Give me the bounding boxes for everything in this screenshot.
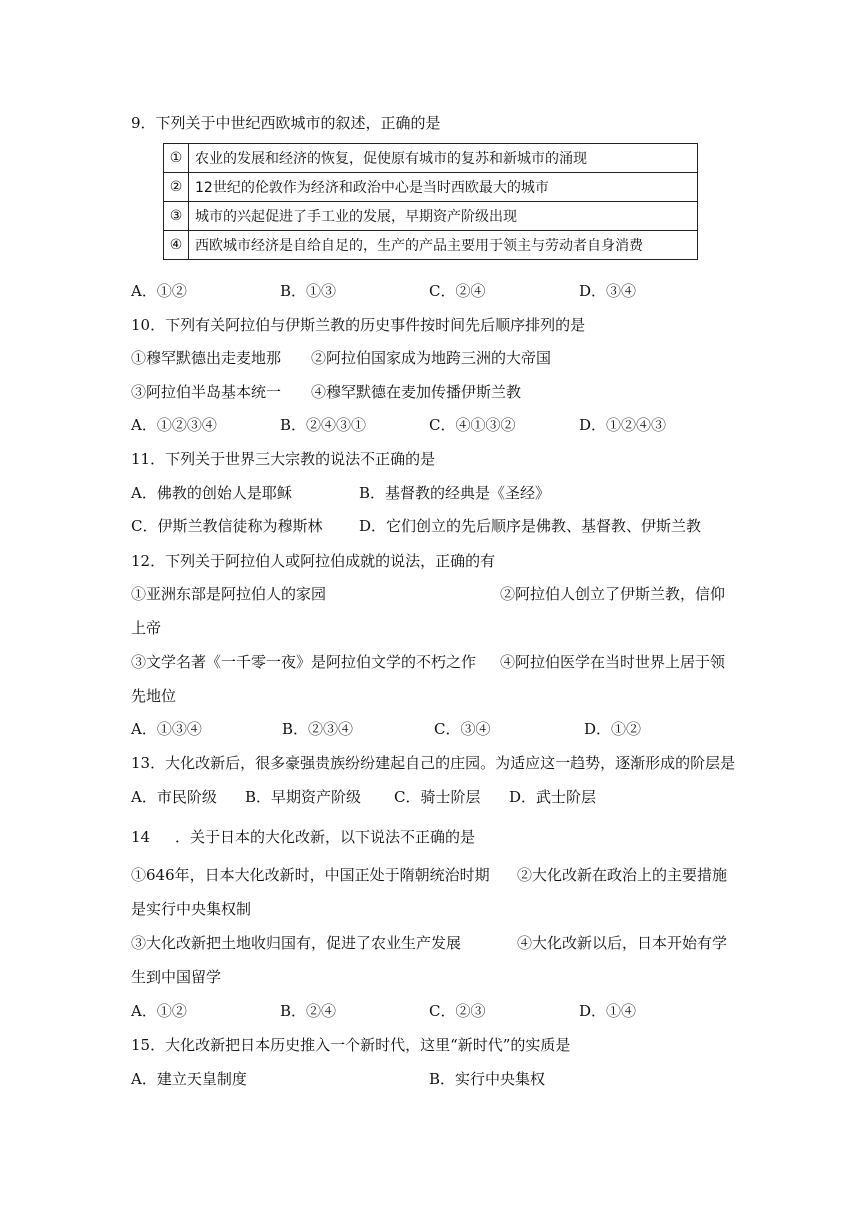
q14-statement-4-cont: 生到中国留学 — [131, 968, 222, 986]
table-row — [164, 173, 698, 202]
option-b: B．早期资产阶级 — [245, 788, 362, 806]
q12-statement-2: ②阿拉伯人创立了伊斯兰教，信仰 — [500, 585, 726, 603]
option-a: A．①③④ — [131, 720, 202, 738]
q9-statement-number: ④ — [164, 231, 189, 260]
option-b: B．②④ — [280, 1002, 337, 1020]
q14-stem: ．关于日本的大化改新，以下说法不正确的是 — [175, 828, 476, 846]
option-a: A．建立天皇制度 — [131, 1070, 247, 1088]
table-row — [164, 202, 698, 231]
q12-statement-1: ①亚洲东部是阿拉伯人的家园 — [131, 585, 327, 603]
table-row — [164, 231, 698, 260]
q14-statement-4: ④大化改新以后，日本开始有学 — [517, 934, 728, 952]
option-a: A．①② — [131, 1002, 187, 1020]
q11-options-row-1 — [131, 483, 731, 503]
option-c: C．③④ — [434, 720, 491, 738]
q9-statement-number: ① — [164, 144, 189, 173]
q14-statements-row-2 — [131, 933, 731, 953]
q10-events-line-2: ③阿拉伯半岛基本统一 ④穆罕默德在麦加传播伊斯兰教 — [131, 383, 522, 401]
q10-options — [131, 415, 731, 435]
q12-options — [131, 719, 731, 739]
option-c: C．伊斯兰教信徒称为穆斯林 — [131, 517, 323, 535]
q9-stem: 9．下列关于中世纪西欧城市的叙述，正确的是 — [131, 114, 441, 132]
q15-stem: 15．大化改新把日本历史推入一个新时代，这里“新时代”的实质是 — [131, 1036, 571, 1054]
option-a: A．①②③④ — [131, 416, 217, 434]
option-a: A．①② — [131, 282, 187, 300]
q10-events-line-1: ①穆罕默德出走麦地那 ②阿拉伯国家成为地跨三洲的大帝国 — [131, 349, 552, 367]
q13-options — [131, 787, 731, 807]
q14-options — [131, 1001, 731, 1021]
option-d: D．③④ — [579, 282, 637, 300]
q10-stem: 10．下列有关阿拉伯与伊斯兰教的历史事件按时间先后顺序排列的是 — [131, 316, 586, 334]
option-d: D．①④ — [579, 1002, 637, 1020]
option-d: D．①② — [584, 720, 642, 738]
q13-stem: 13．大化改新后，很多豪强贵族纷纷建起自己的庄园。为适应这一趋势，逐渐形成的阶层是 — [131, 754, 736, 772]
q14-number: 14 — [131, 828, 151, 846]
q12-statement-2-cont: 上帝 — [131, 619, 162, 637]
q12-statements-row-1 — [131, 584, 731, 604]
option-c: C．②④ — [429, 282, 486, 300]
q9-statement-table — [163, 143, 698, 260]
q14-statement-3: ③大化改新把土地收归国有，促进了农业生产发展 — [131, 934, 462, 952]
option-d: D．它们创立的先后顺序是佛教、基督教、伊斯兰教 — [359, 517, 702, 535]
option-c: C．骑士阶层 — [394, 788, 481, 806]
q11-stem: 11．下列关于世界三大宗教的说法不正确的是 — [131, 450, 436, 468]
q9-statement-text: 西欧城市经济是自给自足的，生产的产品主要用于领主与劳动者自身消费 — [189, 231, 698, 260]
q12-stem: 12．下列关于阿拉伯人或阿拉伯成就的说法，正确的有 — [131, 552, 496, 570]
option-c: C．②③ — [429, 1002, 486, 1020]
option-b: B．实行中央集权 — [429, 1070, 546, 1088]
q9-statement-text: 城市的兴起促进了手工业的发展，早期资产阶级出现 — [189, 202, 698, 231]
q12-statement-4: ④阿拉伯医学在当时世界上居于领 — [500, 653, 726, 671]
q9-statement-number: ③ — [164, 202, 189, 231]
option-d: D．武士阶层 — [509, 788, 597, 806]
q14-statement-2-cont: 是实行中央集权制 — [131, 900, 252, 918]
table-row — [164, 144, 698, 173]
option-b: B．基督教的经典是《圣经》 — [359, 484, 551, 502]
q9-statement-text: 12世纪的伦敦作为经济和政治中心是当时西欧最大的城市 — [189, 173, 698, 202]
option-a: A．市民阶级 — [131, 788, 217, 806]
option-d: D．①②④③ — [579, 416, 667, 434]
q9-options — [131, 281, 731, 301]
q12-statements-row-2 — [131, 652, 731, 672]
q11-options-row-2 — [131, 516, 731, 536]
q15-options — [131, 1069, 731, 1089]
q9-statement-text: 农业的发展和经济的恢复，促使原有城市的复苏和新城市的涌现 — [189, 144, 698, 173]
option-b: B．②④③① — [280, 416, 367, 434]
option-a: A．佛教的创始人是耶稣 — [131, 484, 292, 502]
option-b: B．②③④ — [282, 720, 354, 738]
q14-statement-2: ②大化改新在政治上的主要措施 — [517, 866, 728, 884]
q9-statement-number: ② — [164, 173, 189, 202]
option-c: C．④①③② — [429, 416, 516, 434]
q14-statements-row-1 — [131, 865, 731, 885]
option-b: B．①③ — [280, 282, 337, 300]
q12-statement-4-cont: 先地位 — [131, 687, 177, 705]
q12-statement-3: ③文学名著《一千零一夜》是阿拉伯文学的不朽之作 — [131, 653, 477, 671]
q14-statement-1: ①646年，日本大化改新时，中国正处于隋朝统治时期 — [131, 866, 490, 884]
